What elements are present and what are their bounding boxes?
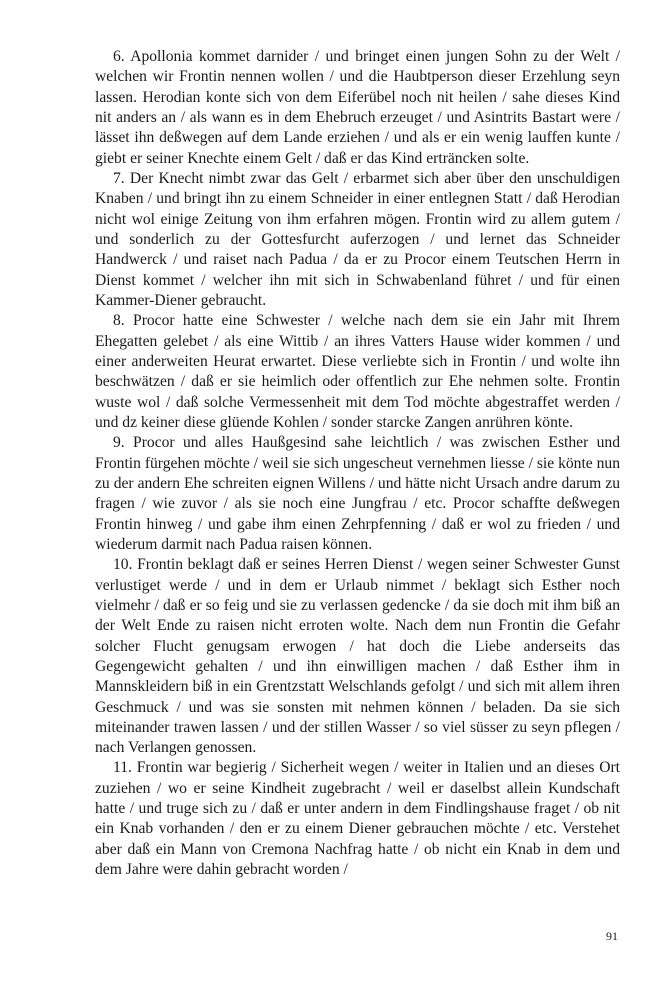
paragraph-8: 8. Procor hatte eine Schwester / welche nach dem sie ein Jahr mit Ihrem Ehegatten gelebet / als eine Wittib / an ihres Vatters Hause wider kommen / und einer anderweiten Heurat erwartet. Diese verliebte sich in Frontin / und wolte ihn beschwätzen / daß er sie heimlich oder offentlich zur Ehe nehmen solte. Frontin wuste wol / daß solche Vermessenheit mit dem Tod möchte abgestraffet werden / und dz keiner diese glüende Kohlen / sonder starcke Zangen anrühren könte. bbox=[95, 312, 620, 431]
page-body bbox=[95, 47, 620, 880]
paragraph-6: 6. Apollonia kommet darnider / und bringet einen jungen Sohn zu der Welt / welchen wir Frontin nennen wollen / und die Haubtperson dieser Erzehlung seyn lassen. Herodian konte sich von dem Eiferübel noch nit heilen / sahe dieses Kind nit anders an / als wann es in dem Ehebruch erzeuget / und Asintrits Bastart were / lässet ihn deßwegen auf dem Lande erziehen / und als er ein wenig lauffen kunte / giebt er seiner Knechte einem Gelt / daß er das Kind erträncken solte. bbox=[95, 48, 620, 167]
paragraph-7: 7. Der Knecht nimbt zwar das Gelt / erbarmet sich aber über den unschuldigen Knaben / und bringt ihn zu einem Schneider in einer entlegnen Statt / daß Herodian nicht wol einige Zeitung von ihm erfahren mögen. Frontin wird zu allem gutem / und sonderlich zu der Gottesfurcht auferzogen / und lernet das Schneider Handwerck / und raiset nach Padua / da er zu Procor einem Teutschen Herrn in Dienst kommet / welcher ihn mit sich in Schwabenland führet / und für einen Kammer-Diener gebraucht. bbox=[95, 169, 620, 309]
page-number: 91 bbox=[606, 929, 618, 943]
paragraph-11: 11. Frontin war begierig / Sicherheit wegen / weiter in Italien und an dieses Ort zuziehen / wo er seine Kindheit zugebracht / weil er daselbst allein Kundschaft hatte / und truge sich zu / daß er unter andern in dem Findlingshause fraget / ob nit ein Knab vorhanden / den er zu einem Diener gebrauchen möchte / etc. Verstehet aber daß ein Mann von Cremona Nachfrag hatte / ob nicht ein Knab in dem und dem Jahre were dahin gebracht worden / bbox=[95, 759, 620, 879]
paragraph-9: 9. Procor und alles Haußgesind sahe leichtlich / was zwischen Esther und Frontin fürgehen möchte / weil sie sich ungescheut vernehmen liesse / sie könte nun zu der andern Ehe schreiten eignen Willens / und hätte nicht Ursach andre darum zu fragen / wie zuvor / als sie noch eine Jungfrau / etc. Procor schaffte deßwegen Frontin hinweg / und gabe ihm einen Zehrpfenning / daß er wol zu frieden / und wiederum darmit nach Padua raisen können. bbox=[95, 434, 621, 553]
paragraph-10: 10. Frontin beklagt daß er seines Herren Dienst / wegen seiner Schwester Gunst verlustiget werde / und in dem er Urlaub nimmet / beklagt sich Esther noch vielmehr / daß er so feig und sie zu verlassen gedencke / da sie doch mit ihm biß an der Welt Ende zu raisen nicht erroten wolte. Nach dem nun Frontin die Gefahr solcher Flucht genugsam erwogen / hat doch die Liebe anderseits das Gegengewicht gehalten / und ihn einwilligen machen / daß Esther ihm in Mannskleidern biß in ein Grentzstatt Welschlands gefolgt / und sich mit allem ihren Geschmuck / und was sie sonsten mit nehmen können / beladen. Da sie sich miteinander trawen lassen / und der stillen Wasser / so viel süsser zu seyn pflegen / nach Verlangen genossen. bbox=[95, 556, 620, 757]
